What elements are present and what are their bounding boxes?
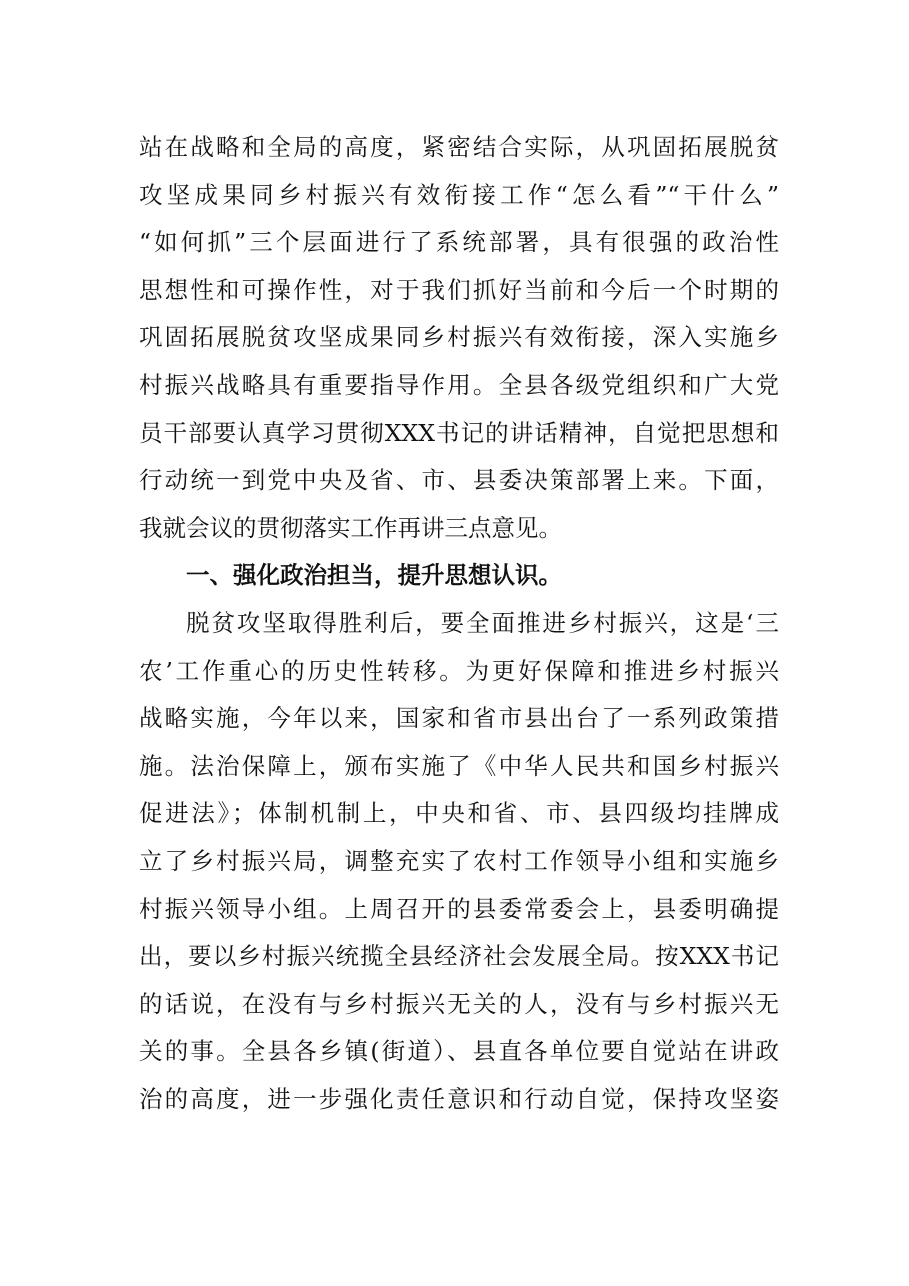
body-line: 促进法》；体制机制上，中央和省、市、县四级均挂牌成: [139, 799, 779, 828]
body-line: 治的高度，进一步强化责任意识和行动自觉，保持攻坚姿: [139, 1084, 779, 1113]
body-line: 思想性和可操作性，对于我们抓好当前和今后一个时期的: [139, 275, 779, 304]
body-line: 立了乡村振兴局，调整充实了农村工作领导小组和实施乡: [139, 846, 779, 875]
body-line: 的话说，在没有与乡村振兴无关的人，没有与乡村振兴无: [139, 989, 779, 1018]
section-heading: 一、强化政治担当，提升思想认识。: [186, 561, 562, 590]
document-body: [139, 124, 779, 1123]
body-line: 农’工作重心的历史性转移。为更好保障和推进乡村振兴: [139, 656, 779, 685]
body-line: 村振兴战略具有重要指导作用。全县各级党组织和广大党: [139, 370, 779, 399]
body-line: 攻坚成果同乡村振兴有效衔接工作“怎么看”“干什么”: [139, 180, 779, 209]
body-line: 巩固拓展脱贫攻坚成果同乡村振兴有效衔接，深入实施乡: [139, 323, 779, 352]
body-line: 员干部要认真学习贯彻XXX书记的讲话精神，自觉把思想和: [139, 418, 779, 447]
body-line: 行动统一到党中央及省、市、县委决策部署上来。下面，: [139, 466, 779, 495]
body-line: 脱贫攻坚取得胜利后，要全面推进乡村振兴，这是‘三: [186, 608, 779, 637]
body-line: 施。法治保障上，颁布实施了《中华人民共和国乡村振兴: [139, 751, 779, 780]
body-line: “如何抓”三个层面进行了系统部署，具有很强的政治性: [139, 228, 779, 257]
body-line: 出，要以乡村振兴统揽全县经济社会发展全局。按XXX书记: [139, 942, 779, 971]
body-line: 战略实施，今年以来，国家和省市县出台了一系列政策措: [139, 704, 779, 733]
body-line: 村振兴领导小组。上周召开的县委常委会上，县委明确提: [139, 894, 779, 923]
body-line: 关的事。全县各乡镇(街道）、县直各单位要自觉站在讲政: [139, 1037, 779, 1066]
body-line: 站在战略和全局的高度，紧密结合实际，从巩固拓展脱贫: [139, 133, 779, 161]
body-line: 我就会议的贯彻落实工作再讲三点意见。: [139, 513, 562, 542]
